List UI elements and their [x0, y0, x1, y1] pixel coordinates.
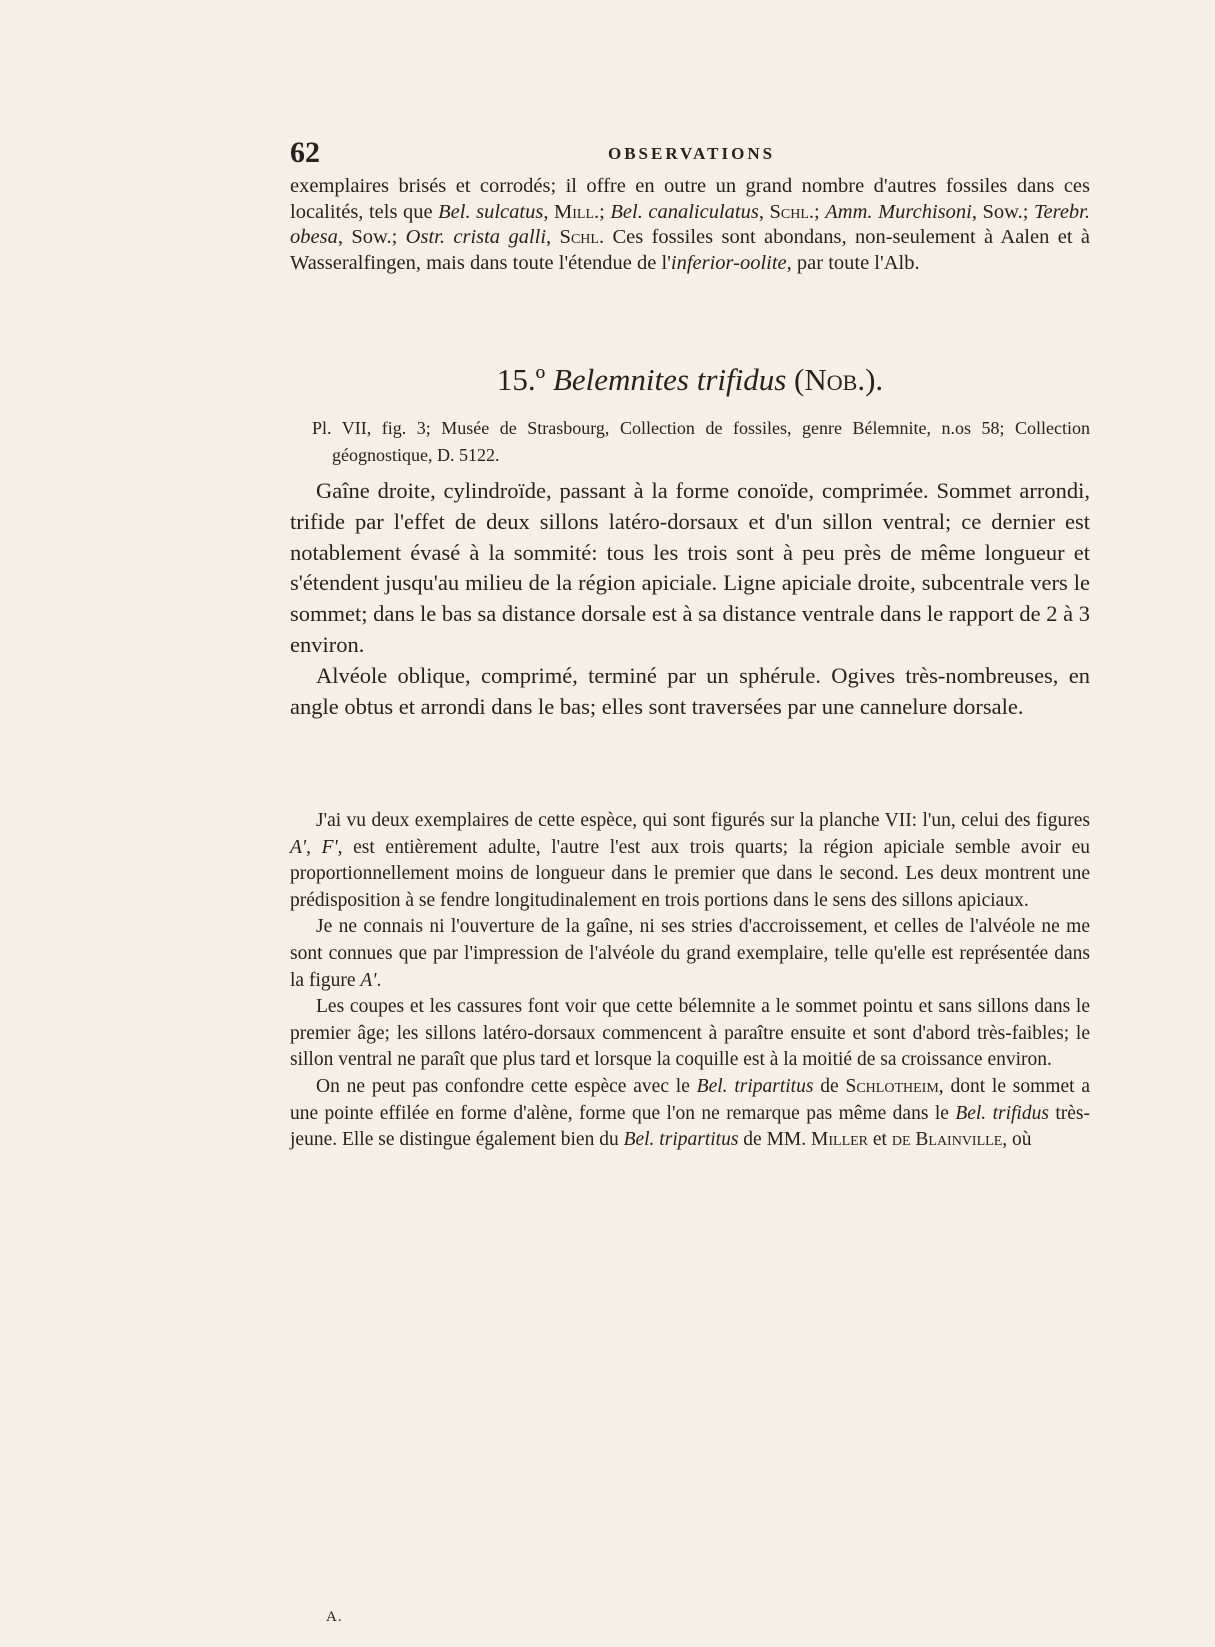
observations [290, 808, 1090, 1154]
intro-paragraph: exemplaires brisés et corrodés; il offre en outre un grand nombre d'autres fossiles dans ces localités, tels que Bel. sulcatus, Mill.; Bel. canaliculatus, Schl.; Amm. Murchisoni, Sow.; Terebr. obesa, Sow.; Ostr. crista galli, Schl. Ces fossiles sont abondans, non-seulement à Aalen et à Wasseralfingen, mais dans toute l'étendue de l'inferior-oolite, par toute l'Alb. [290, 175, 1091, 274]
species-heading: 15.º Belemnites trifidus (Nob.). [496, 362, 884, 397]
observation-paragraph: On ne peut pas confondre cette espèce avec le Bel. tripartitus de Schlotheim, dont le sommet a une pointe effilée en forme d'alène, forme que l'on ne remarque pas même dans le Bel. trifidus très-jeune. Elle se distingue également bien du Bel. tripartitus de MM. Miller et de Blainville, où [290, 1075, 1091, 1151]
observation-paragraph: Les coupes et les cassures font voir que cette bélemnite a le sommet pointu et sans sillons dans le premier âge; les sillons latéro-dorsaux commencent à paraître ensuite et sont d'abord très-faibles; le sillon ventral ne paraît que plus tard et lorsque la coquille est à la moitié de sa croissance environ. [290, 996, 1090, 1071]
species-number: 15.º [496, 362, 546, 397]
signature-mark: A. [326, 1609, 343, 1625]
observation-paragraph: Je ne connais ni l'ouverture de la gaîne, ni ses stries d'accroissement, et celles de l'alvéole ne me sont connues que par l'impression de l'alvéole du grand exemplaire, telle qu'elle est représentée dans la figure A'. [290, 916, 1090, 991]
species-name: Belemnites trifidus [552, 362, 787, 397]
running-header [290, 136, 1090, 168]
page-number: 62 [290, 136, 320, 169]
observation-paragraph: J'ai vu deux exemplaires de cette espèce, qui sont figurés sur la planche VII: l'un, celui des figures A', F', est entièrement adulte, l'autre l'est aux trois quarts; la région apiciale semble avoir eu proportionnellement moins de longueur dans le premier que dans le second. Les deux montrent une prédisposition à se fendre longitudinalement en trois portions dans le sens des sillons apiciaux. [290, 810, 1090, 911]
running-title: OBSERVATIONS [608, 144, 776, 163]
description-paragraph: Gaîne droite, cylindroïde, passant à la forme conoïde, comprimée. Sommet arrondi, trifide par l'effet de deux sillons latéro-dorsaux et d'un sillon ventral; ce dernier est notablement évasé à la sommité: tous les trois sont à peu près de même longueur et s'étendent jusqu'au milieu de la région apiciale. Ligne apiciale droite, subcentrale vers le sommet; dans le bas sa distance dorsale est à sa distance ventrale dans le rapport de 2 à 3 environ. [290, 478, 1090, 657]
plate-reference: Pl. VII, fig. 3; Musée de Strasbourg, Collection de fossiles, genre Bélemnite, n.os 58; Collection géognostique, D. 5122. [312, 418, 1090, 465]
species-description [290, 476, 1090, 722]
description-paragraph: Alvéole oblique, comprimé, terminé par un sphérule. Ogives très-nombreuses, en angle obtus et arrondi dans le bas; elles sont traversées par une cannelure dorsale. [290, 662, 1090, 719]
species-author: Nob. [804, 362, 866, 397]
